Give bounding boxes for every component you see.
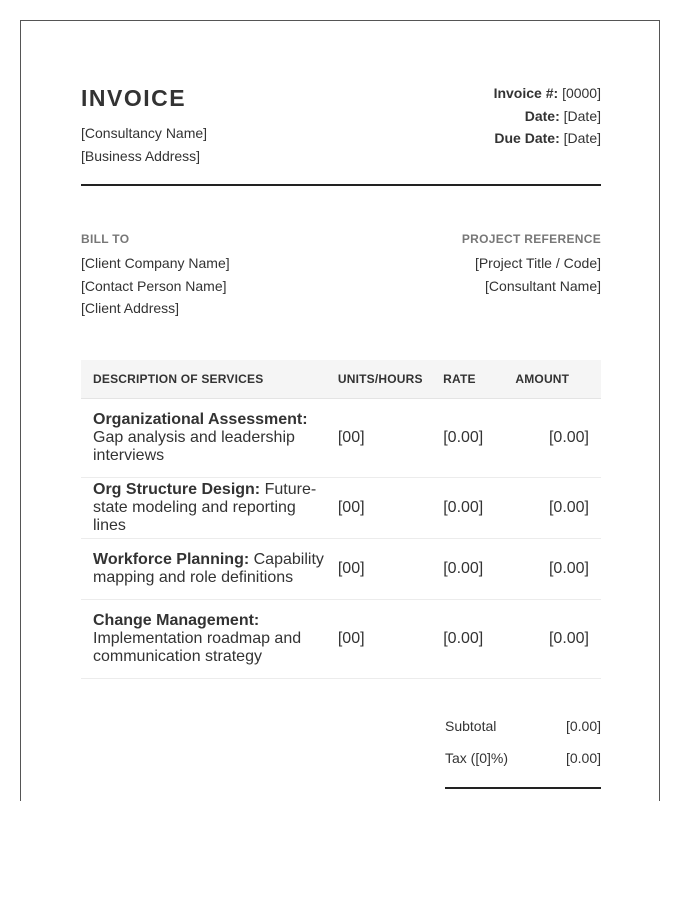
tax-label: Tax ([0]%)	[445, 750, 509, 766]
service-name: Change Management:	[93, 612, 260, 629]
service-description	[81, 478, 326, 539]
client-company-name: [Client Company Name]	[81, 255, 230, 271]
consultant-name: [Consultant Name]	[485, 277, 601, 294]
service-amount: [0.00]	[515, 600, 601, 679]
header-divider	[81, 184, 601, 186]
table-row	[81, 539, 601, 600]
service-name: Workforce Planning:	[93, 551, 250, 568]
table-row	[81, 600, 601, 679]
business-address: [Business Address]	[81, 148, 201, 164]
service-amount: [0.00]	[515, 539, 601, 600]
subtotal-row	[445, 711, 601, 743]
project-reference-label: PROJECT REFERENCE	[461, 232, 601, 246]
due-date-row	[494, 127, 601, 150]
project-reference-section	[462, 230, 601, 297]
bill-to-label: BILL TO	[81, 232, 130, 246]
contact-person-name: [Contact Person Name]	[81, 277, 227, 294]
column-header-units: UNITS/HOURS	[326, 360, 431, 399]
service-rate: [0.00]	[431, 478, 515, 539]
subtotal-label: Subtotal	[445, 718, 497, 734]
project-title: [Project Title / Code]	[474, 255, 601, 271]
table-header-row	[81, 360, 601, 399]
tax-row	[445, 743, 601, 775]
column-header-description: DESCRIPTION OF SERVICES	[81, 360, 326, 399]
service-description	[81, 539, 326, 600]
service-description	[81, 399, 326, 478]
tax-value: [0.00]	[565, 750, 601, 766]
invoice-date-value: [Date]	[563, 107, 601, 124]
due-date-label: Due Date:	[494, 130, 560, 146]
table-row	[81, 478, 601, 539]
totals-section	[445, 711, 601, 789]
invoice-meta	[494, 82, 601, 150]
invoice-number-row	[494, 82, 601, 105]
consultancy-info	[81, 122, 207, 168]
invoice-number-value: [0000]	[562, 85, 601, 101]
service-units: [00]	[326, 539, 431, 600]
invoice-number-label: Invoice #:	[493, 85, 559, 101]
service-rate: [0.00]	[431, 399, 515, 478]
service-detail: Future-state modeling and reporting lines	[93, 481, 317, 534]
service-detail: Capability mapping and role definitions	[93, 551, 324, 586]
service-rate: [0.00]	[431, 539, 515, 600]
service-name: Org Structure Design:	[93, 481, 261, 498]
services-table	[81, 360, 601, 679]
service-amount: [0.00]	[515, 399, 601, 478]
service-name: Organizational Assessment:	[93, 411, 308, 428]
service-units: [00]	[326, 478, 431, 539]
totals-divider	[445, 787, 601, 789]
service-description	[81, 600, 326, 679]
invoice-page	[20, 20, 660, 801]
due-date-value: [Date]	[563, 130, 601, 146]
service-detail: Implementation roadmap and communication strategy	[93, 630, 302, 665]
table-row	[81, 399, 601, 478]
bill-to-section	[81, 230, 230, 320]
service-detail: Gap analysis and leadership interviews	[93, 429, 295, 464]
service-units: [00]	[326, 399, 431, 478]
invoice-date-row	[494, 105, 601, 128]
client-address: [Client Address]	[81, 300, 180, 316]
invoice-date-label: Date:	[524, 107, 560, 124]
consultancy-name: [Consultancy Name]	[81, 125, 208, 141]
service-amount: [0.00]	[515, 478, 601, 539]
column-header-amount: AMOUNT	[515, 360, 601, 399]
column-header-rate: RATE	[431, 360, 515, 399]
service-units: [00]	[326, 600, 431, 679]
invoice-title: INVOICE	[81, 85, 187, 111]
subtotal-value: [0.00]	[565, 718, 601, 734]
service-rate: [0.00]	[431, 600, 515, 679]
